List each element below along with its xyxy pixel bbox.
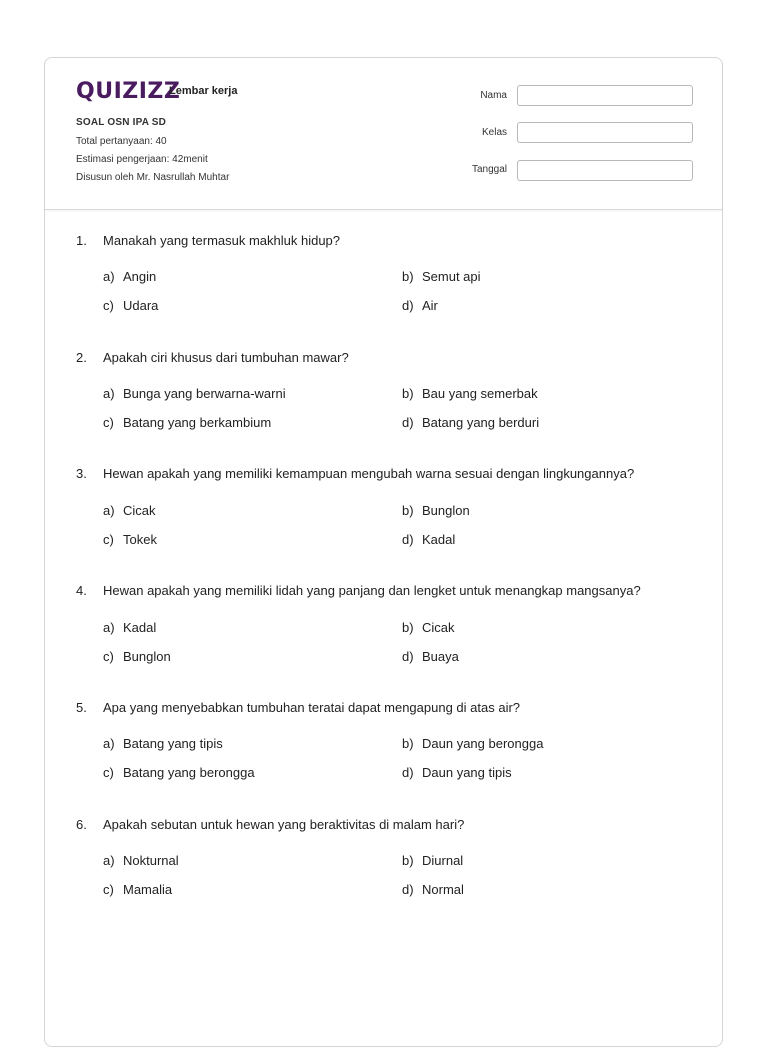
option-letter: d) xyxy=(402,532,414,547)
option-letter: c) xyxy=(103,415,114,430)
option-text: Semut api xyxy=(422,269,481,284)
question-text: Apakah ciri khusus dari tumbuhan mawar? xyxy=(103,350,349,365)
option-letter: b) xyxy=(402,269,414,284)
option-letter: d) xyxy=(402,649,414,664)
option-text: Buaya xyxy=(422,649,459,664)
option-text: Tokek xyxy=(123,532,157,547)
option-text: Normal xyxy=(422,882,464,897)
option-a[interactable] xyxy=(103,620,156,636)
option-text: Bunga yang berwarna-warni xyxy=(123,386,286,401)
option-letter: b) xyxy=(402,620,414,635)
option-text: Batang yang berduri xyxy=(422,415,540,430)
option-letter: b) xyxy=(402,503,414,518)
option-b[interactable] xyxy=(402,620,455,636)
name-field[interactable] xyxy=(517,85,693,106)
question-text: Hewan apakah yang memiliki lidah yang panjang dan lengket untuk menangkap mangsanya? xyxy=(103,583,641,598)
question-number: 5. xyxy=(76,700,87,715)
option-letter: d) xyxy=(402,415,414,430)
question-number: 1. xyxy=(76,233,87,248)
question-number: 6. xyxy=(76,817,87,832)
date-label: Tanggal xyxy=(471,164,507,175)
option-text: Air xyxy=(422,298,438,313)
question-number: 3. xyxy=(76,466,87,481)
option-c[interactable] xyxy=(103,765,255,781)
option-a[interactable] xyxy=(103,269,156,285)
option-d[interactable] xyxy=(402,765,512,781)
worksheet-page xyxy=(44,57,723,1047)
question-text: Apa yang menyebabkan tumbuhan teratai dapat mengapung di atas air? xyxy=(103,700,521,715)
option-letter: c) xyxy=(103,649,114,664)
option-d[interactable] xyxy=(402,415,539,431)
option-letter: a) xyxy=(103,503,115,518)
option-a[interactable] xyxy=(103,503,156,519)
author-credit: Disusun oleh Mr. Nasrullah Muhtar xyxy=(76,172,230,183)
option-c[interactable] xyxy=(103,298,158,314)
option-letter: d) xyxy=(402,882,414,897)
total-questions: Total pertanyaan: 40 xyxy=(76,136,167,147)
option-b[interactable] xyxy=(402,503,470,519)
class-field[interactable] xyxy=(517,122,693,143)
option-text: Batang yang berkambium xyxy=(123,415,272,430)
option-text: Cicak xyxy=(123,503,156,518)
option-text: Batang yang berongga xyxy=(123,765,255,780)
option-a[interactable] xyxy=(103,853,179,869)
option-c[interactable] xyxy=(103,649,171,665)
quizizz-logo: QUIZIZZ xyxy=(76,79,181,104)
option-text: Batang yang tipis xyxy=(123,736,223,751)
option-text: Udara xyxy=(123,298,159,313)
question-text: Manakah yang termasuk makhluk hidup? xyxy=(103,233,341,248)
option-b[interactable] xyxy=(402,853,463,869)
option-text: Bunglon xyxy=(422,503,470,518)
option-letter: a) xyxy=(103,736,115,751)
option-letter: c) xyxy=(103,298,114,313)
option-c[interactable] xyxy=(103,532,157,548)
question-number: 4. xyxy=(76,583,87,598)
date-field[interactable] xyxy=(517,160,693,181)
option-b[interactable] xyxy=(402,736,543,752)
worksheet-header xyxy=(45,58,722,210)
worksheet-title: SOAL OSN IPA SD xyxy=(76,117,167,128)
option-letter: a) xyxy=(103,853,115,868)
option-letter: c) xyxy=(103,882,114,897)
option-b[interactable] xyxy=(402,269,481,285)
option-text: Diurnal xyxy=(422,853,464,868)
name-label: Nama xyxy=(480,90,507,101)
option-text: Angin xyxy=(123,269,157,284)
option-text: Daun yang tipis xyxy=(422,765,512,780)
question-number: 2. xyxy=(76,350,87,365)
option-text: Nokturnal xyxy=(123,853,179,868)
option-text: Kadal xyxy=(422,532,456,547)
option-letter: d) xyxy=(402,765,414,780)
option-text: Kadal xyxy=(123,620,157,635)
option-c[interactable] xyxy=(103,415,271,431)
option-letter: b) xyxy=(402,736,414,751)
option-letter: a) xyxy=(103,269,115,284)
option-letter: c) xyxy=(103,765,114,780)
option-letter: b) xyxy=(402,386,414,401)
option-letter: c) xyxy=(103,532,114,547)
option-text: Cicak xyxy=(422,620,455,635)
option-letter: d) xyxy=(402,298,414,313)
option-text: Mamalia xyxy=(123,882,173,897)
class-label: Kelas xyxy=(481,127,507,138)
option-d[interactable] xyxy=(402,649,459,665)
option-letter: a) xyxy=(103,620,115,635)
worksheet-label: Lembar kerja xyxy=(169,85,238,97)
option-letter: a) xyxy=(103,386,115,401)
option-c[interactable] xyxy=(103,882,172,898)
option-letter: b) xyxy=(402,853,414,868)
question-text: Hewan apakah yang memiliki kemampuan mengubah warna sesuai dengan lingkungannya? xyxy=(103,466,635,481)
option-a[interactable] xyxy=(103,736,223,752)
option-b[interactable] xyxy=(402,386,538,402)
option-text: Bunglon xyxy=(123,649,171,664)
question-text: Apakah sebutan untuk hewan yang beraktivitas di malam hari? xyxy=(103,817,465,832)
option-a[interactable] xyxy=(103,386,286,402)
estimated-time: Estimasi pengerjaan: 42menit xyxy=(76,154,208,165)
option-d[interactable] xyxy=(402,298,438,314)
option-d[interactable] xyxy=(402,532,455,548)
option-d[interactable] xyxy=(402,882,464,898)
option-text: Bau yang semerbak xyxy=(422,386,538,401)
option-text: Daun yang berongga xyxy=(422,736,544,751)
